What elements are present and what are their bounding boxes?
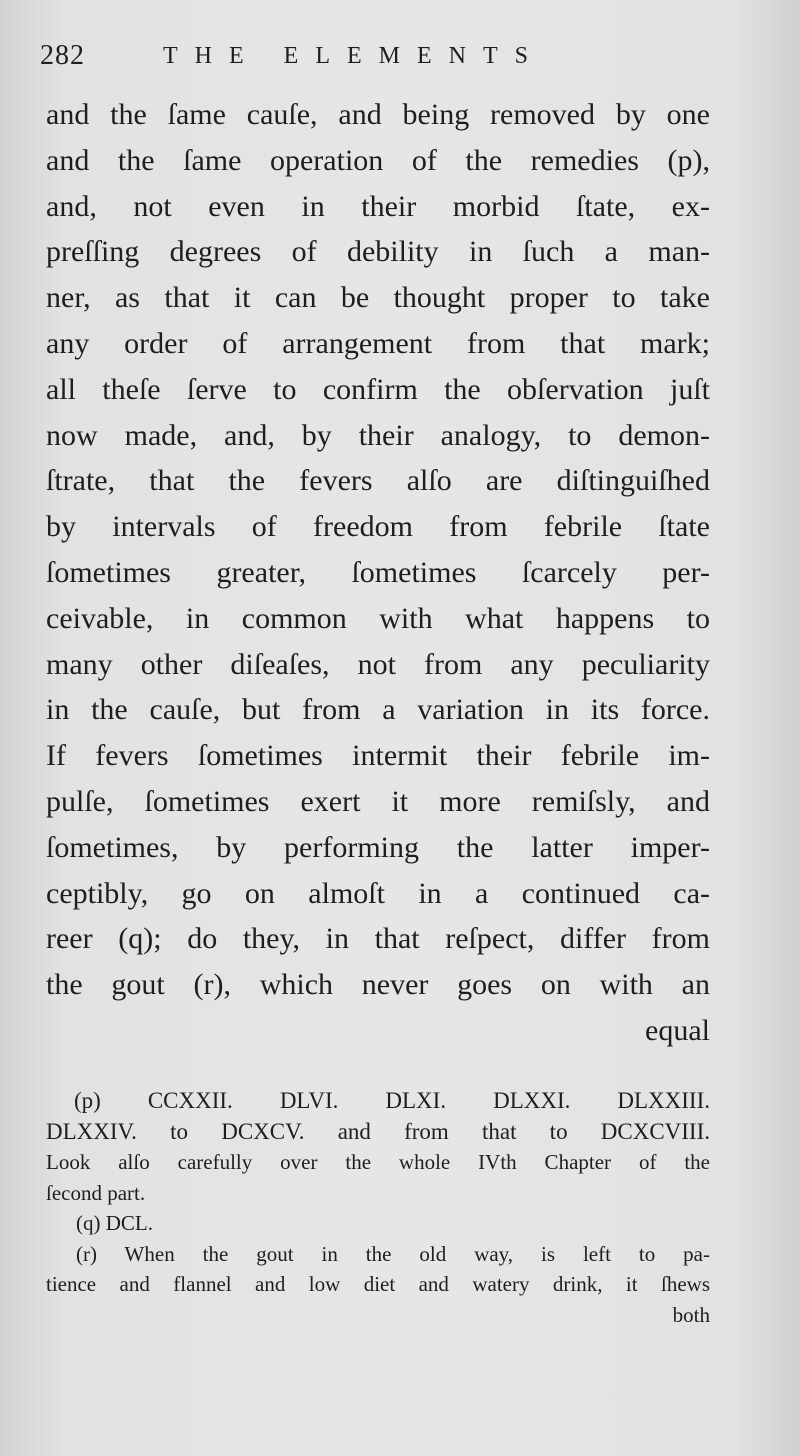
footnote-q: (q) DCL. [76,1211,153,1235]
body-line: in the cauſe, but from a variation in its force. [46,693,710,727]
body-line: reer (q); do they, in that reſpect, differ from [46,922,710,956]
body-line: ner, as that it can be thought proper to take [46,281,710,315]
body-line: and the ſame cauſe, and being removed by one [46,98,710,131]
footnote-p: (p) CCXXII. DLVI. DLXI. DLXXI. DLXXIII. [74,1088,710,1113]
body-line: ceivable, in common with what happens to [46,601,710,635]
body-line: pulſe, ſometimes exert it more remiſsly, and [46,784,710,818]
body-line: ſometimes, by performing the latter imper- [46,830,710,864]
footnote-line: Look alſo carefully over the whole IVth Chapter of the [46,1150,710,1174]
body-line: ſtrate, that the fevers alſo are diſtinguiſhed [46,464,710,498]
body-line: ceptibly, go on almoſt in a continued ca- [46,876,710,910]
footnote-line: ſecond part. [46,1180,146,1205]
page-header [40,34,760,78]
running-head: THE ELEMENTS [163,42,545,69]
body-line: all theſe ſerve to confirm the obſervation juſt [46,372,710,406]
footnote-line: DLXXIV. to DCXCV. and from that to DCXCVIII. [46,1118,710,1144]
footnote-line: tience and flannel and low diet and watery drink, it ſhews [46,1272,710,1296]
body-line: ſometimes greater, ſometimes ſcarcely per- [46,555,710,589]
page-number: 282 [40,40,85,71]
body-line: and the ſame operation of the remedies (p), [46,143,710,177]
body-line: by intervals of freedom from febrile ſtate [46,510,710,544]
body-line: any order of arrangement from that mark; [46,326,710,360]
footnote-catchword: both [672,1302,710,1327]
footnotes [46,1086,710,1330]
body-line: now made, and, by their analogy, to demon- [46,418,710,452]
body-line: preſſing degrees of debility in ſuch a man- [46,235,710,269]
catchword: equal [645,1013,710,1047]
body-line: and, not even in their morbid ſtate, ex- [46,189,710,223]
body-line: If fevers ſometimes intermit their febrile im- [46,739,710,773]
body-text [46,92,710,1054]
body-line: the gout (r), which never goes on with an [46,968,710,1002]
footnote-r: (r) When the gout in the old way, is left to pa- [76,1241,710,1266]
body-line: many other diſeaſes, not from any peculiarity [46,647,710,681]
